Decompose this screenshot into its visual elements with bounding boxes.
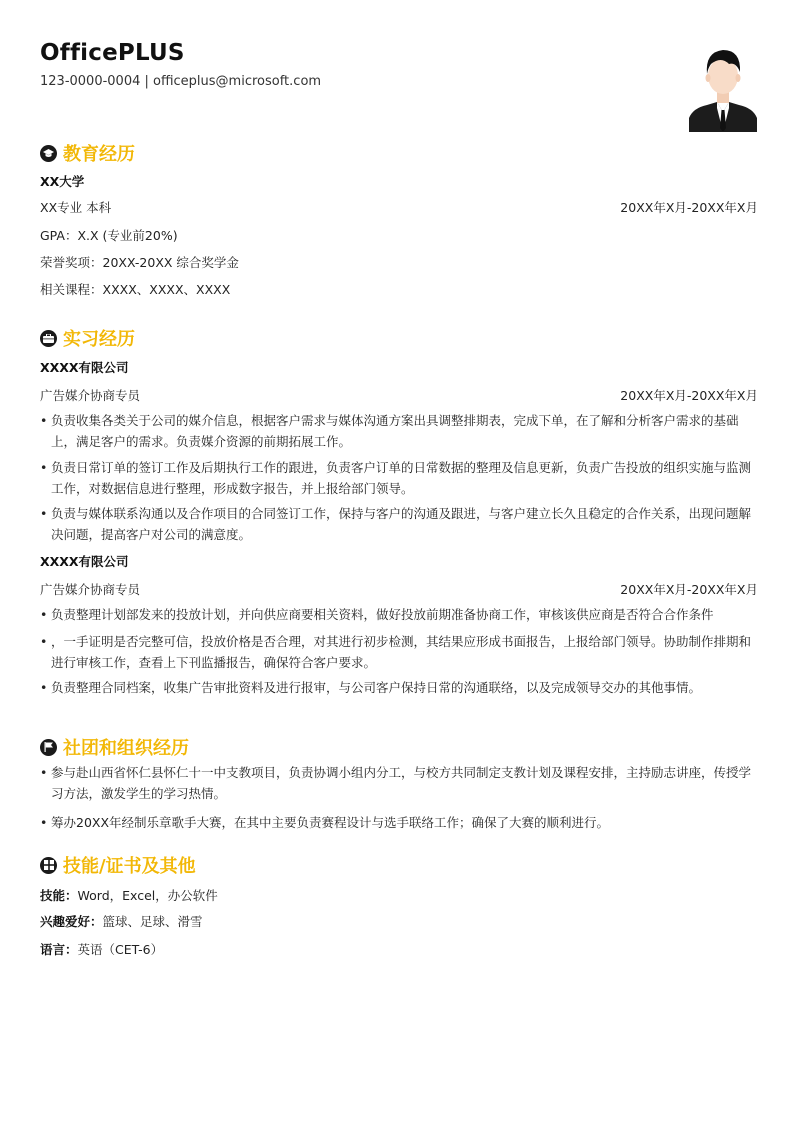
list-item: • 负责与媒体联系沟通以及合作项目的合同签订工作，保持与客户的沟通及跟进，与客户建立长久且稳定的合作关系，出现问题解决问题，提高客户对公司的满意度。 xyxy=(40,503,760,545)
list-item: • 负责日常订单的签订工作及后期执行工作的跟进，负责客户订单的日常数据的整理及信息更新，负责广告投放的组织实施与监测工作，对数据信息进行整理，形成数字报告，并上报给部门领导。 xyxy=(40,457,760,499)
company-name: XXXX有限公司 xyxy=(40,360,129,375)
company-name: XXXX有限公司 xyxy=(40,554,129,569)
flag-icon xyxy=(40,739,57,756)
school-name: XX大学 xyxy=(40,174,85,189)
hobby-key: 兴趣爱好： xyxy=(40,914,103,929)
list-item: • 负责整理合同档案，收集广告审批资料及进行报审，与公司客户保持日常的沟通联络，以及完成领导交办的其他事情。 xyxy=(40,677,760,698)
job-row xyxy=(40,386,758,404)
job-role: 广告媒介协商专员 xyxy=(40,388,141,403)
section-title: 技能/证书及其他 xyxy=(63,856,196,877)
courses: 相关课程：XXXX、XXXX、XXXX xyxy=(40,282,231,297)
list-item: • 参与赴山西省怀仁县怀仁十一中支教项目，负责协调小组内分工，与校方共同制定支教计划及课程安排，主持励志讲座，传授学习方法，激发学生的学习热情。 xyxy=(40,762,760,804)
skill-value: Word，Excel，办公软件 xyxy=(77,888,218,903)
section-title: 实习经历 xyxy=(63,329,135,350)
section-title: 教育经历 xyxy=(63,144,135,165)
skills-section-header xyxy=(40,852,196,878)
list-item: • 负责收集各类关于公司的媒介信息，根据客户需求与媒体沟通方案出具调整排期表，完成下单，在了解和分析客户需求的基础上，满足客户的需求。负责媒介资源的前期拓展工作。 xyxy=(40,410,760,452)
hobby-value: 篮球、足球、滑雪 xyxy=(102,914,203,929)
education-section-header xyxy=(40,140,135,166)
clubs-section-header xyxy=(40,734,189,760)
hobby-item xyxy=(40,912,203,930)
major: XX专业 本科 xyxy=(40,200,112,215)
job-period: 20XX年X月-20XX年X月 xyxy=(620,388,758,403)
internship-section-header xyxy=(40,325,135,351)
briefcase-icon xyxy=(40,330,57,347)
honors: 荣誉奖项：20XX-20XX 综合奖学金 xyxy=(40,255,239,270)
list-item: • 筹办20XX年经制乐章歌手大赛，在其中主要负责赛程设计与选手联络工作；确保了大赛的顺利进行。 xyxy=(40,812,760,833)
grid-icon xyxy=(40,857,57,874)
list-item: • ，一手证明是否完整可信，投放价格是否合理，对其进行初步检测，其结果应形成书面报告，上报给部门领导。协助制作排期和进行审核工作，查看上下刊监播报告，确保符合客户要求。 xyxy=(40,631,760,673)
list-item: • 负责整理计划部发来的投放计划，并向供应商要相关资料，做好投放前期准备协商工作，审核该供应商是否符合合作条件 xyxy=(40,604,760,625)
job-row xyxy=(40,580,758,598)
candidate-name: OfficePLUS xyxy=(40,40,185,66)
graduation-cap-icon xyxy=(40,145,57,162)
contact-info: 123-0000-0004 | officeplus@microsoft.com xyxy=(40,74,322,89)
gpa: GPA：X.X (专业前20%) xyxy=(40,228,178,243)
language-key: 语言： xyxy=(40,942,78,957)
avatar xyxy=(689,42,757,132)
education-row xyxy=(40,198,758,216)
skill-key: 技能： xyxy=(40,888,78,903)
education-period: 20XX年X月-20XX年X月 xyxy=(620,200,758,215)
language-item xyxy=(40,940,163,958)
job-period: 20XX年X月-20XX年X月 xyxy=(620,582,758,597)
section-title: 社团和组织经历 xyxy=(63,738,189,759)
skill-item xyxy=(40,886,218,904)
language-value: 英语（CET-6） xyxy=(77,942,164,957)
job-role: 广告媒介协商专员 xyxy=(40,582,141,597)
